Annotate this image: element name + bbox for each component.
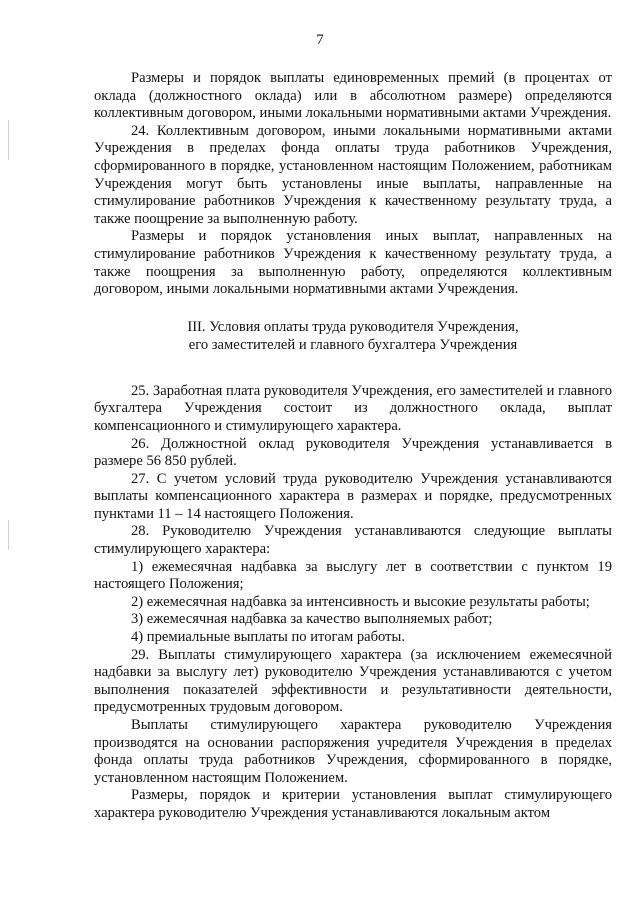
paragraph: 26. Должностной оклад руководителя Учреждения устанавливается в размере 56 850 рублей.: [94, 435, 612, 470]
list-item: 1) ежемесячная надбавка за выслугу лет в соответствии с пунктом 19 настоящего Положения;: [94, 558, 612, 593]
paragraph: 24. Коллективным договором, иными локальными нормативными актами Учреждения в пределах фонда оплаты труда работников Учреждения, сформированного в порядке, установленном настоящим Положением, работникам Учреждения могут быть установлены иные выплаты, направленные на стимулирование работников Учреждения к качественному результату труда, а также поощрение за выполненную работу.: [94, 122, 612, 227]
section-heading-line: его заместителей и главного бухгалтера Учреждения: [188, 336, 518, 353]
scan-margin-mark: [8, 520, 9, 550]
section-heading-line: III. Условия оплаты труда руководителя Учреждения,: [187, 318, 519, 335]
list-item: 4) премиальные выплаты по итогам работы.: [131, 629, 405, 646]
paragraph: 25. Заработная плата руководителя Учреждения, его заместителей и главного бухгалтера Учреждения состоит из должностного оклада, выплат компенсационного и стимулирующего характера.: [94, 382, 612, 434]
scan-margin-mark: [8, 120, 9, 160]
paragraph: 29. Выплаты стимулирующего характера (за исключением ежемесячной надбавки за выслугу лет) руководителю Учреждения устанавливаются с учетом выполнения показателей эффективности и результативности деятельности, предусмотренных трудовым договором.: [94, 646, 612, 716]
document-body: [94, 70, 612, 823]
paragraph: Выплаты стимулирующего характера руководителю Учреждения производятся на основании распоряжения учредителя Учреждения в пределах фонда оплаты труда работников Учреждения, сформированного в порядке, установленном настоящим Положением.: [94, 717, 612, 786]
paragraph: 28. Руководителю Учреждения устанавливаются следующие выплаты стимулирующего характера:: [94, 523, 612, 558]
list-item: 2) ежемесячная надбавка за интенсивность и высокие результаты работы;: [131, 593, 590, 610]
list-item: 3) ежемесячная надбавка за качество выполняемых работ;: [131, 611, 493, 628]
paragraph: Размеры, порядок и критерии установления выплат стимулирующего характера руководителю Учреждения устанавливаются локальным актом: [94, 787, 612, 821]
paragraph: 27. С учетом условий труда руководителю Учреждения устанавливаются выплаты компенсационного характера в размерах и порядке, предусмотренных пунктами 11 – 14 настоящего Положения.: [94, 470, 612, 522]
paragraph: Размеры и порядок установления иных выплат, направленных на стимулирование работников Учреждения к качественному результату труда, а также поощрения за выполненную работу, определяются коллективным договором, иными локальными нормативными актами Учреждения.: [94, 228, 612, 298]
section-heading: [94, 318, 612, 354]
paragraph: Размеры и порядок выплаты единовременных премий (в процентах от оклада (должностного оклада) или в абсолютном размере) определяются коллективным договором, иными локальными нормативными актами Учреждения.: [94, 70, 612, 122]
page-number: 7: [316, 32, 324, 48]
